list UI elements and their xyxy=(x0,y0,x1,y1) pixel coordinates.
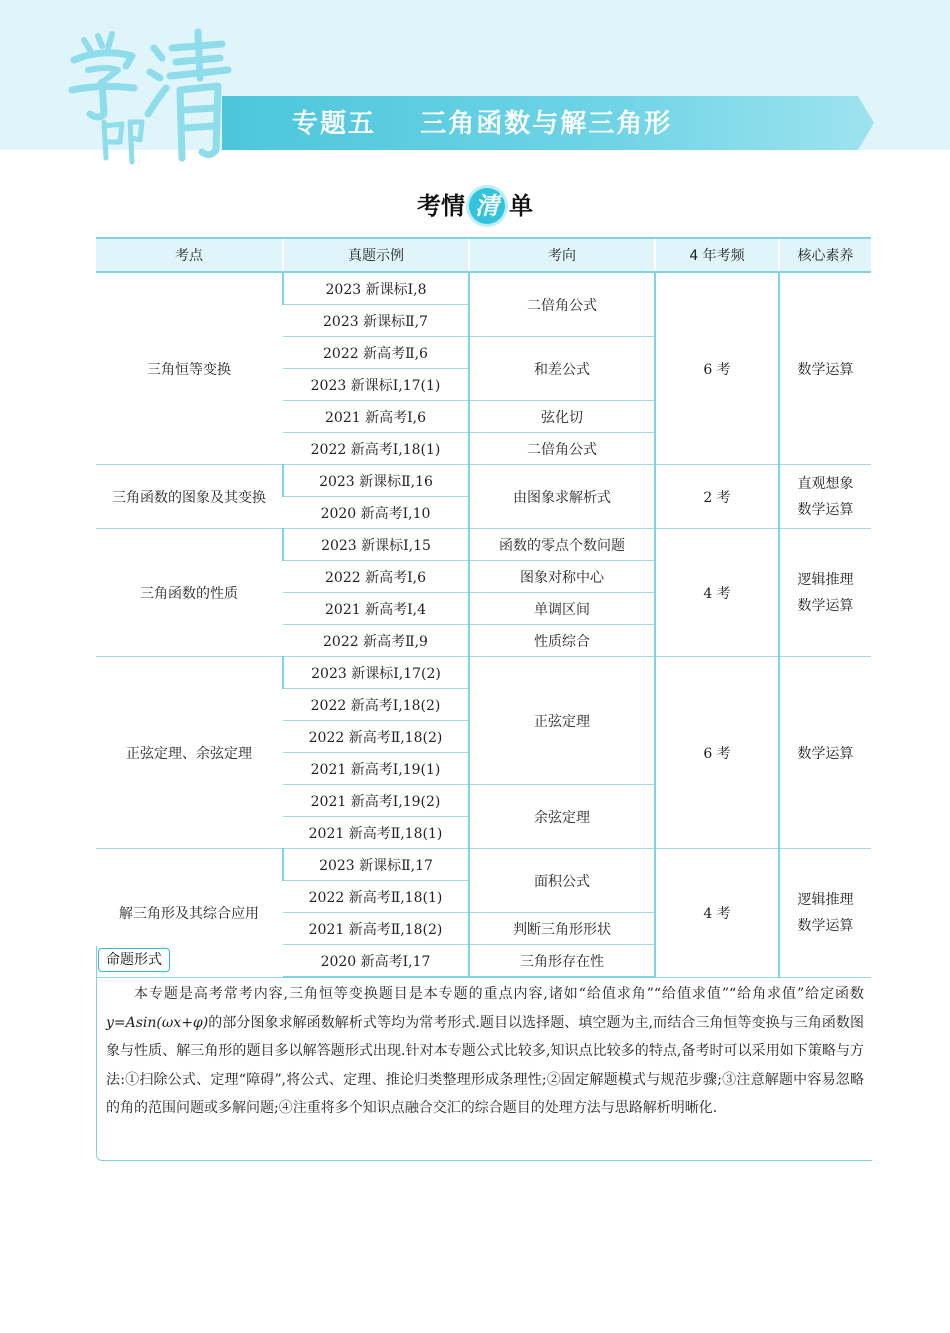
table-header-row xyxy=(96,238,871,272)
example-cell: 2021 新高考Ⅰ,19(2) xyxy=(283,785,469,817)
frequency-cell: 4 考 xyxy=(655,529,779,657)
literacy-item: 逻辑推理 xyxy=(797,571,854,588)
direction-cell: 余弦定理 xyxy=(469,785,655,849)
topic-cell: 三角恒等变换 xyxy=(96,272,283,465)
proposition-text xyxy=(106,980,864,1123)
direction-cell: 图象对称中心 xyxy=(469,561,655,593)
logo-text: 学即清 xyxy=(62,18,65,19)
table-row xyxy=(96,657,871,689)
direction-cell: 单调区间 xyxy=(469,593,655,625)
section-title-part1: 考情 xyxy=(417,192,465,220)
example-cell: 2021 新高考Ⅰ,4 xyxy=(283,593,469,625)
example-cell: 2022 新高考Ⅰ,6 xyxy=(283,561,469,593)
frequency-cell: 2 考 xyxy=(655,465,779,529)
example-cell: 2023 新课标Ⅱ,16 xyxy=(283,465,469,497)
example-cell: 2021 新高考Ⅱ,18(2) xyxy=(283,913,469,945)
topic-cell: 三角函数的性质 xyxy=(96,529,283,657)
direction-cell: 三角形存在性 xyxy=(469,945,655,978)
page-title: 专题五 三角函数与解三角形 xyxy=(292,109,673,139)
example-cell: 2023 新课标Ⅱ,7 xyxy=(283,305,469,337)
example-cell: 2023 新课标Ⅰ,8 xyxy=(283,272,469,305)
literacy-item: 数学运算 xyxy=(797,361,854,378)
proposition-label: 命题形式 xyxy=(98,948,170,972)
direction-cell: 判断三角形形状 xyxy=(469,913,655,945)
section-title-part2: 单 xyxy=(509,192,533,220)
frequency-cell: 6 考 xyxy=(655,272,779,465)
literacy-item: 数学运算 xyxy=(797,917,854,934)
section-title-highlight: 清 xyxy=(469,188,505,224)
column-header: 考点 xyxy=(96,238,283,272)
proposition-text-part1: 本专题是高考常考内容,三角恒等变换题目是本专题的重点内容,诸如“给值求角”“给值求值”“给角求值”给定函数 xyxy=(134,986,864,1002)
literacy-item: 数学运算 xyxy=(797,745,854,762)
direction-cell: 弦化切 xyxy=(469,401,655,433)
example-cell: 2020 新高考Ⅰ,10 xyxy=(283,497,469,529)
example-cell: 2022 新高考Ⅰ,18(1) xyxy=(283,433,469,465)
exam-info-table xyxy=(96,237,871,978)
direction-cell: 正弦定理 xyxy=(469,657,655,785)
example-cell: 2023 新课标Ⅱ,17 xyxy=(283,849,469,881)
example-cell: 2022 新高考Ⅰ,18(2) xyxy=(283,689,469,721)
column-header: 真题示例 xyxy=(283,238,469,272)
formula: y=Asin(ωx+φ) xyxy=(106,1014,209,1031)
topic-cell: 正弦定理、余弦定理 xyxy=(96,657,283,849)
table-row xyxy=(96,849,871,881)
direction-cell: 和差公式 xyxy=(469,337,655,401)
frequency-cell: 6 考 xyxy=(655,657,779,849)
direction-cell: 面积公式 xyxy=(469,849,655,913)
column-header: 4 年考频 xyxy=(655,238,779,272)
direction-cell: 由图象求解析式 xyxy=(469,465,655,529)
direction-cell: 性质综合 xyxy=(469,625,655,657)
topic-cell: 解三角形及其综合应用 xyxy=(96,849,283,978)
direction-cell: 二倍角公式 xyxy=(469,272,655,337)
table-row xyxy=(96,529,871,561)
example-cell: 2022 新高考Ⅱ,9 xyxy=(283,625,469,657)
literacy-cell xyxy=(779,465,871,529)
example-cell: 2023 新课标Ⅰ,15 xyxy=(283,529,469,561)
example-cell: 2023 新课标Ⅰ,17(1) xyxy=(283,369,469,401)
example-cell: 2021 新高考Ⅱ,18(1) xyxy=(283,817,469,849)
example-cell: 2023 新课标Ⅰ,17(2) xyxy=(283,657,469,689)
direction-cell: 函数的零点个数问题 xyxy=(469,529,655,561)
literacy-item: 直观想象 xyxy=(797,475,854,492)
literacy-cell xyxy=(779,529,871,657)
example-cell: 2022 新高考Ⅱ,18(1) xyxy=(283,881,469,913)
literacy-item: 逻辑推理 xyxy=(797,891,854,908)
example-cell: 2022 新高考Ⅱ,6 xyxy=(283,337,469,369)
literacy-item: 数学运算 xyxy=(797,597,854,614)
frequency-cell: 4 考 xyxy=(655,849,779,978)
topic-cell: 三角函数的图象及其变换 xyxy=(96,465,283,529)
logo-calligraphy xyxy=(62,18,242,168)
direction-cell: 二倍角公式 xyxy=(469,433,655,465)
example-cell: 2021 新高考Ⅰ,19(1) xyxy=(283,753,469,785)
literacy-cell xyxy=(779,272,871,465)
literacy-item: 数学运算 xyxy=(797,501,854,518)
example-cell: 2021 新高考Ⅰ,6 xyxy=(283,401,469,433)
example-cell: 2022 新高考Ⅱ,18(2) xyxy=(283,721,469,753)
literacy-cell xyxy=(779,657,871,849)
column-header: 考向 xyxy=(469,238,655,272)
example-cell: 2020 新高考Ⅰ,17 xyxy=(283,945,469,978)
table-row xyxy=(96,465,871,497)
section-title xyxy=(0,186,950,224)
column-header: 核心素养 xyxy=(779,238,871,272)
table-row xyxy=(96,272,871,305)
proposition-text-part2: 的部分图象求解函数解析式等均为常考形式.题目以选择题、填空题为主,而结合三角恒等变换与三角函数图象与性质、解三角形的题目多以解答题形式出现.针对本专题公式比较多,知识点比较多的特点,备考时可以采用如下策略与方法:①扫除公式、定理“障碍”,将公式、定理、推论归类整理形成条理性;②固定解题模式与规范步骤;③注意解题中容易忽略的角的范围问题或多解问题;④注重将多个知识点融合交汇的综合题目的处理方法与思路解析明晰化. xyxy=(106,1014,864,1117)
